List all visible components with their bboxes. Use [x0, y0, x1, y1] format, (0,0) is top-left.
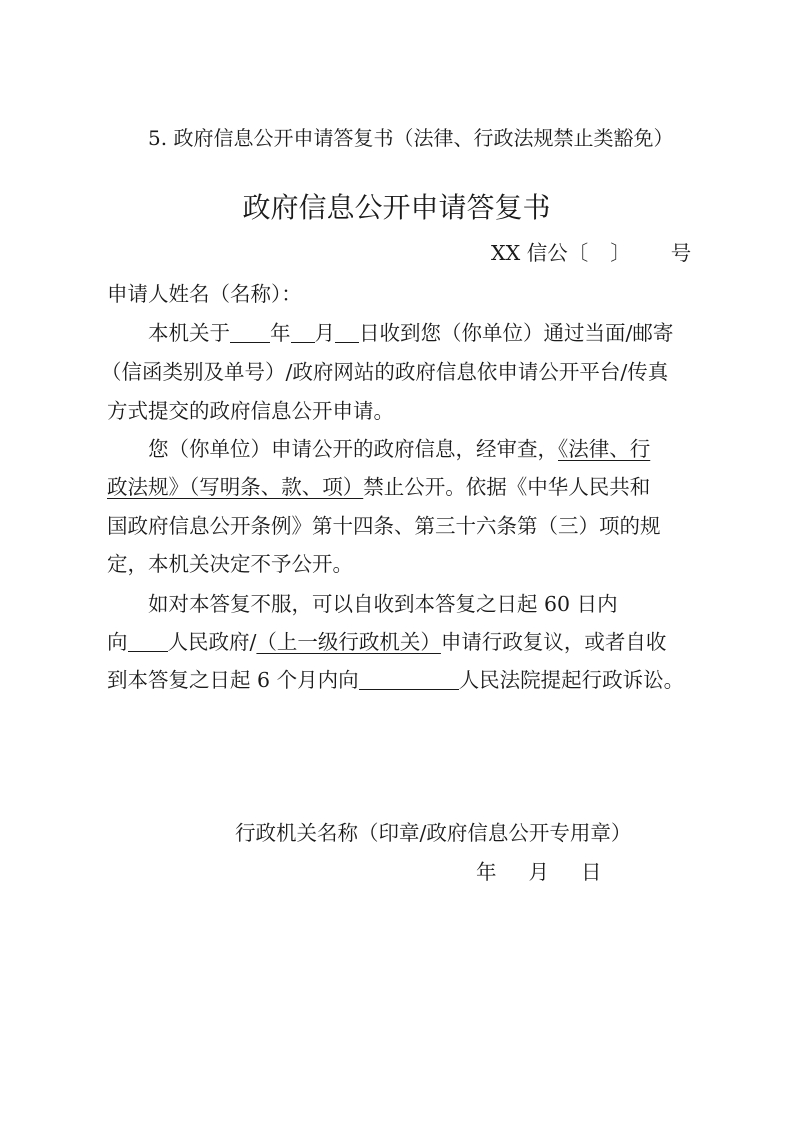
doc-number-bracket: 〕 — [610, 241, 631, 265]
court-blank — [359, 671, 459, 690]
page-title: 政府信息公开申请答复书 — [242, 191, 551, 224]
p2-line-4: 定，本机关决定不予公开。 — [107, 552, 353, 576]
p1-text: 日收到您（你单位）通过当面/邮寄 — [359, 321, 674, 345]
law-reference-cont: 政法规》（写明条、款、项） — [107, 475, 364, 499]
month-blank — [291, 324, 315, 343]
p3-text: 申请行政复议，或者自收 — [440, 630, 667, 654]
p3-line-1: 如对本答复不服，可以自收到本答复之日起 60 日内 — [148, 592, 618, 616]
p3-text: 人民政府/ — [167, 630, 257, 654]
doc-number-prefix: XX 信公〔 — [491, 241, 589, 265]
p2-line-2 — [107, 477, 650, 498]
date-line — [476, 862, 602, 883]
p1-text: 本机关于 — [148, 321, 230, 345]
p2-line-1 — [148, 439, 650, 460]
doc-number-suffix: 号 — [670, 241, 692, 265]
date-year: 年 — [476, 860, 497, 884]
p1-text: 年 — [270, 321, 291, 345]
doc-number — [491, 243, 691, 264]
p3-line-2 — [107, 632, 666, 653]
heading-index: 5. 政府信息公开申请答复书（法律、行政法规禁止类豁免） — [148, 126, 674, 150]
day-blank — [335, 324, 359, 343]
p3-text: 到本答复之日起 6 个月内向 — [107, 668, 359, 692]
p3-line-3 — [107, 670, 684, 691]
p1-line-3: 方式提交的政府信息公开申请。 — [107, 399, 394, 423]
p3-text: 向 — [107, 630, 128, 654]
superior-agency: （上一级行政机关） — [256, 630, 441, 654]
p2-text: 禁止公开。依据《中华人民共和 — [363, 475, 651, 499]
salutation: 申请人姓名（名称）： — [107, 282, 302, 306]
year-blank — [230, 324, 270, 343]
p1-line-1 — [148, 323, 673, 344]
p1-text: 月 — [314, 321, 335, 345]
date-month: 月 — [528, 860, 549, 884]
p2-text: 您（你单位）申请公开的政府信息，经审查， — [148, 437, 558, 461]
government-blank — [128, 633, 168, 652]
law-reference: 《法律、行 — [558, 437, 651, 461]
date-day: 日 — [581, 860, 602, 884]
signature: 行政机关名称（印章/政府信息公开专用章） — [235, 821, 632, 845]
p1-line-2: （信函类别及单号）/政府网站的政府信息依申请公开平台/传真 — [101, 360, 669, 384]
p2-line-3: 国政府信息公开条例》第十四条、第三十六条第（三）项的规 — [107, 514, 661, 538]
p3-text: 人民法院提起行政诉讼。 — [458, 668, 685, 692]
